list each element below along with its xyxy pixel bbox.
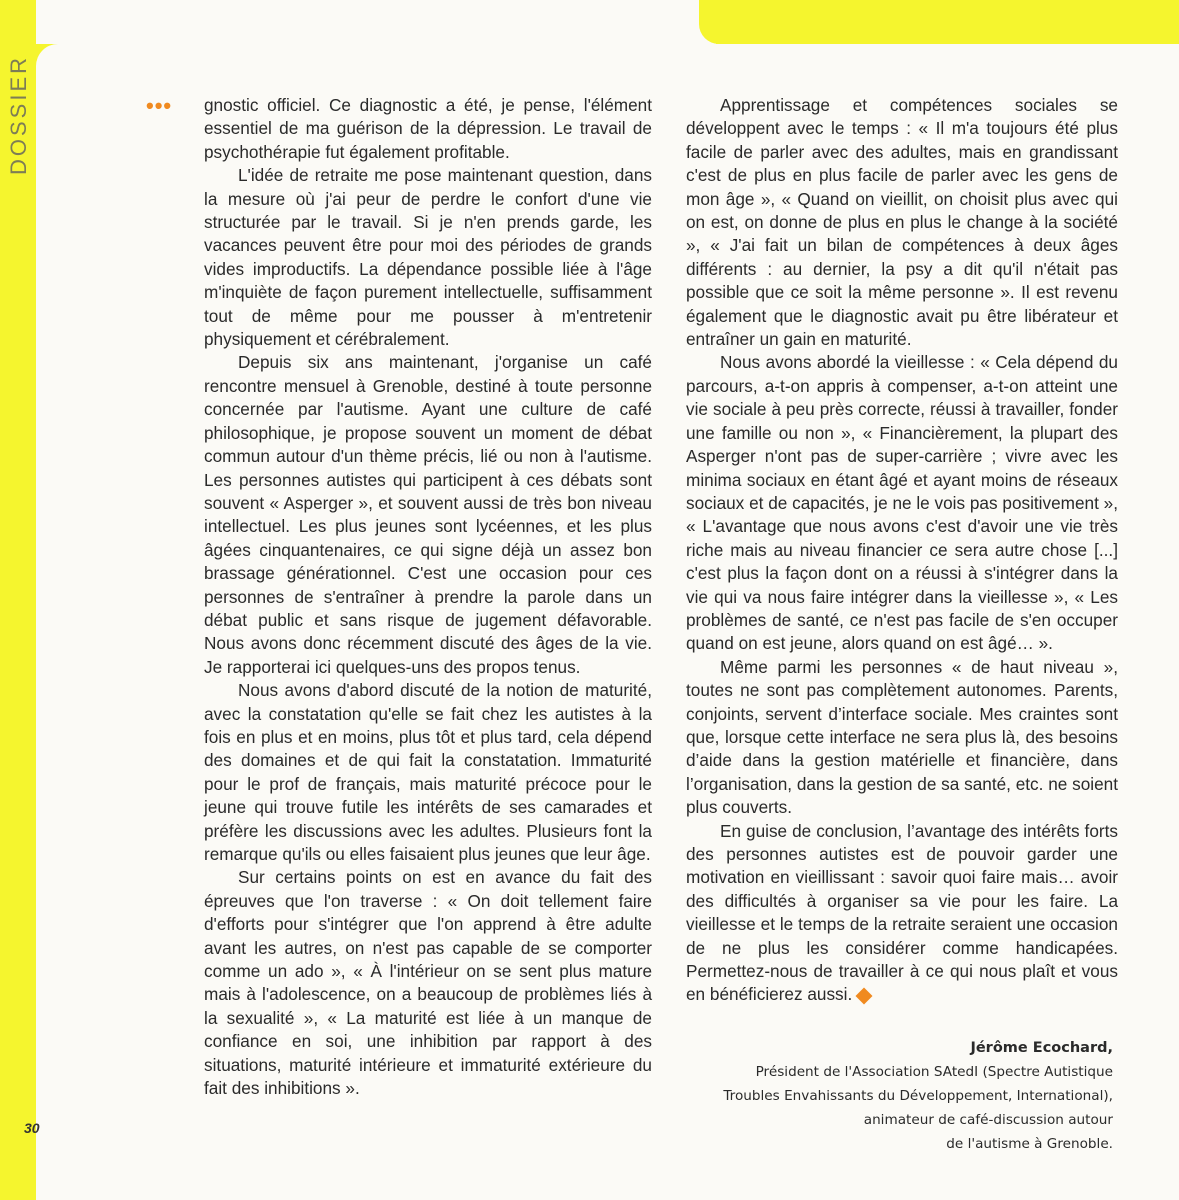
paragraph-final [686, 820, 1118, 1007]
signature-block [660, 1036, 1113, 1156]
end-diamond-icon [856, 987, 873, 1004]
paragraph: Apprentissage et compétences sociales se développent avec le temps : « Il m'a toujours été plus facile de parler avec des adultes, mais en grandissant c'est de plus en plus facile de parler avec les gens de mon âge », « Quand on vieillit, on choisit plus avec qui on est, on donne de plus en plus le change à la société », « J'ai fait un bilan de compétences à deux âges différents : au dernier, la psy a dit qu'il n'était pas possible que ce soit la même personne ». Il est revenu également que le diagnostic avait pu être libérateur et entraîner un gain en maturité. [686, 95, 1118, 350]
paragraph: Nous avons d'abord discuté de la notion de maturité, avec la constatation qu'elle se fait chez les autistes à la fois en plus et en moins, plus tôt et plus tard, cela dépend des domaines et de qui fait la constatation. Immaturité pour le prof de français, mais maturité précoce pour le jeune qui trouve futile les intérêts de ses camarades et préfère les discussions avec les adultes. Plusieurs font la remarque qu'ils ou elles faisaient plus jeunes que leur âge. [204, 680, 652, 864]
author-title-line: de l'autisme à Grenoble. [946, 1136, 1113, 1152]
paragraph: Sur certains points on est en avance du fait des épreuves que l'on traverse : « On doit tellement faire d'efforts pour s'intégrer que l'on apprend à être adulte avant les autres, on n'est pas capable de se comporter comme un ado », « À l'intérieur on se sent plus mature mais à l'adolescence, on a beaucoup de problèmes liés à la sexualité », « La maturité est liée à un manque de confiance en soi, une inhibition par rapport à des situations, maturité intérieure et immaturité extérieure du fait des inhibitions ». [204, 867, 652, 1099]
page-number: 30 [24, 1120, 40, 1136]
author-name: Jérôme Ecochard, [970, 1040, 1113, 1056]
paragraph: Depuis six ans maintenant, j'organise un café rencontre mensuel à Grenoble, destiné à toute personne concernée par l'autisme. Ayant une culture de café philosophique, je propose souvent un moment de débat commun autour d'un thème précis, lié ou non à l'autisme. Les personnes autistes qui participent à ces débats sont souvent « Asperger », et souvent aussi de très bon niveau intellectuel. Les plus jeunes sont lycéennes, et les plus âgées cinquantenaires, ce qui signe déjà un assez bon brassage générationnel. C'est une occasion pour ces personnes de s'entraîner à prendre la parole dans un débat public et sans risque de jugement défavorable. Nous avons donc récemment discuté des âges de la vie. Je rapporterai ici quelques-uns des propos tenus. [204, 352, 652, 677]
paragraph: L'idée de retraite me pose maintenant question, dans la mesure où j'ai peur de perdre le confort d'une vie structurée par le travail. Si je n'en prends garde, les vacances peuvent être pour moi des périodes de grands vides improductifs. La dépendance possible liée à l'âge m'inquiète de façon purement intellectuelle, suffisamment tout de même pour me pousser à m'entretenir physiquement et cérébralement. [204, 165, 652, 350]
right-column [686, 94, 1118, 1007]
paragraph-text: En guise de conclusion, l’avantage des intérêts forts des personnes autistes est de pouvoir garder une motivation en vieillissant : savoir quoi faire mais… avoir des difficultés à organiser sa vie pour les faire. La vieillesse et le temps de la retraite seraient une occasion de ne plus les considérer comme handicapées. Permettez-nous de travailler à ce qui nous plaît et vous en bénéficierez aussi. [686, 820, 1118, 1005]
continuation-dots-icon: ••• [146, 93, 173, 118]
author-title-line: animateur de café-discussion autour [863, 1112, 1113, 1128]
author-title-line: Troubles Envahissants du Développement, International), [723, 1088, 1113, 1104]
paragraph: Nous avons abordé la vieillesse : « Cela dépend du parcours, a-t-on appris à compenser, a-t-on atteint une vie sociale à peu près correcte, réussi à travailler, fonder une famille ou non », « Financièrement, la plupart des Asperger n'ont pas de super-carrière ; vivre avec les minima sociaux en étant âgé et ayant moins de réseaux sociaux et de capacités, je ne le vois pas positivement », « L'avantage que nous avons c'est d'avoir une vie très riche mais au niveau financier ce sera autre chose [...] c'est plus la façon dont on a réussi à s'intégrer dans la vie qui va nous faire intégrer dans la vieillesse », « Les problèmes de santé, ce n'est pas facile de s'en occuper quand on est jeune, alors quand on est âgé… ». [686, 352, 1118, 654]
paragraph: gnostic officiel. Ce diagnostic a été, je pense, l'élément essentiel de ma guérison de la dépression. Le travail de psychothérapie fut également profitable. [204, 95, 652, 162]
page-top-band [36, 0, 716, 44]
top-yellow-tab [699, 0, 1179, 44]
author-title-line: Président de l'Association SAtedI (Spectre Autistique [755, 1064, 1113, 1080]
section-label: DOSSIER [6, 54, 31, 176]
left-column [204, 94, 652, 1100]
paragraph: Même parmi les personnes « de haut niveau », toutes ne sont pas complètement autonomes. Parents, conjoints, servent d’interface sociale. Mes craintes sont que, lorsque cette interface ne sera plus là, des besoins d’aide dans la gestion matérielle et financière, dans l’organisation, dans la gestion de sa santé, etc. ne soient plus couverts. [686, 656, 1118, 818]
